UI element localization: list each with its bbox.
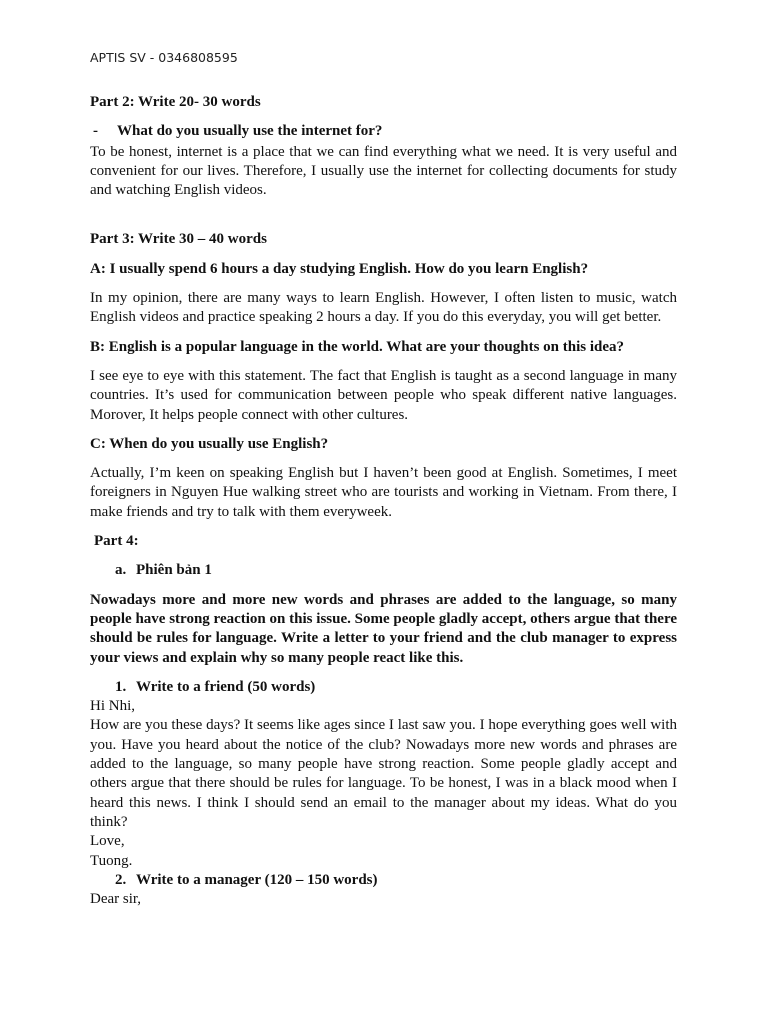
part3-answer-a: In my opinion, there are many ways to learn English. However, I often listen to music, watch English videos and practice speaking 2 hours a day. If you do this everyday, you will get better. xyxy=(90,290,677,326)
task1-body: How are you these days? It seems like ages since I last saw you. I hope everything goes well with you. Have you heard about the notice of the club? Nowadays more new words and phrases are added to the language, so many people have strong reaction. Some people gladly accept and others argue that there should be rules for language. To be honest, I was in a black mood when I heard this news. I think I should send an email to the manager about my ideas. What do you think? xyxy=(90,717,677,830)
part2-dash: - xyxy=(93,123,98,140)
part3-question-c: C: When do you usually use English? xyxy=(90,435,329,452)
task2-heading xyxy=(90,871,677,890)
task1-signature: Tuong. xyxy=(90,852,133,869)
part4-title: Part 4: xyxy=(94,533,139,550)
part3-title: Part 3: Write 30 – 40 words xyxy=(90,231,267,248)
part3-question-a: A: I usually spend 6 hours a day studying English. How do you learn English? xyxy=(90,260,589,277)
part2-answer: To be honest, internet is a place that we can find everything what we need. It is very useful and convenient for our lives. Therefore, I usually use the internet for collecting documents for study and watching English videos. xyxy=(90,143,677,199)
task2-title: Write to a manager (120 – 150 words) xyxy=(136,871,378,888)
task2-label: 2. xyxy=(115,871,127,888)
part3-question-b: B: English is a popular language in the world. What are your thoughts on this idea? xyxy=(90,338,625,355)
part2-title: Part 2: Write 20- 30 words xyxy=(90,94,261,110)
task1-label: 1. xyxy=(115,678,127,695)
page-header: APTIS SV - 0346808595 xyxy=(90,50,238,65)
part4-version xyxy=(90,561,677,580)
part4-prompt: Nowadays more and more new words and phrases are added to the language, so many people have strong reaction on this issue. Some people gladly accept, others argue that there should be rules for language. Write a letter to your friend and the club manager to express your views and explain why so many people react like this. xyxy=(90,591,677,666)
task1-title: Write to a friend (50 words) xyxy=(136,678,316,695)
part2-question-text: What do you usually use the internet for? xyxy=(117,123,383,140)
part3-answer-b: I see eye to eye with this statement. The fact that English is taught as a second language in many countries. It’s used for communication between people who speak different native languages. Morover, It helps people connect with other cultures. xyxy=(90,367,677,423)
task1-greeting: Hi Nhi, xyxy=(90,698,135,715)
task1-closing: Love, xyxy=(90,833,125,850)
task1-heading xyxy=(90,678,677,697)
document-body xyxy=(90,93,677,909)
task2-greeting: Dear sir, xyxy=(90,891,142,908)
part4-version-text: Phiên bản 1 xyxy=(136,562,212,579)
part3-answer-c: Actually, I’m keen on speaking English but I haven’t been good at English. Sometimes, I meet foreigners in Nguyen Hue walking street who are tourists and working in Vietnam. From there, I make friends and try to talk with them everyweek. xyxy=(90,465,677,520)
part4-version-label: a. xyxy=(115,562,127,579)
part2-question xyxy=(90,122,677,141)
